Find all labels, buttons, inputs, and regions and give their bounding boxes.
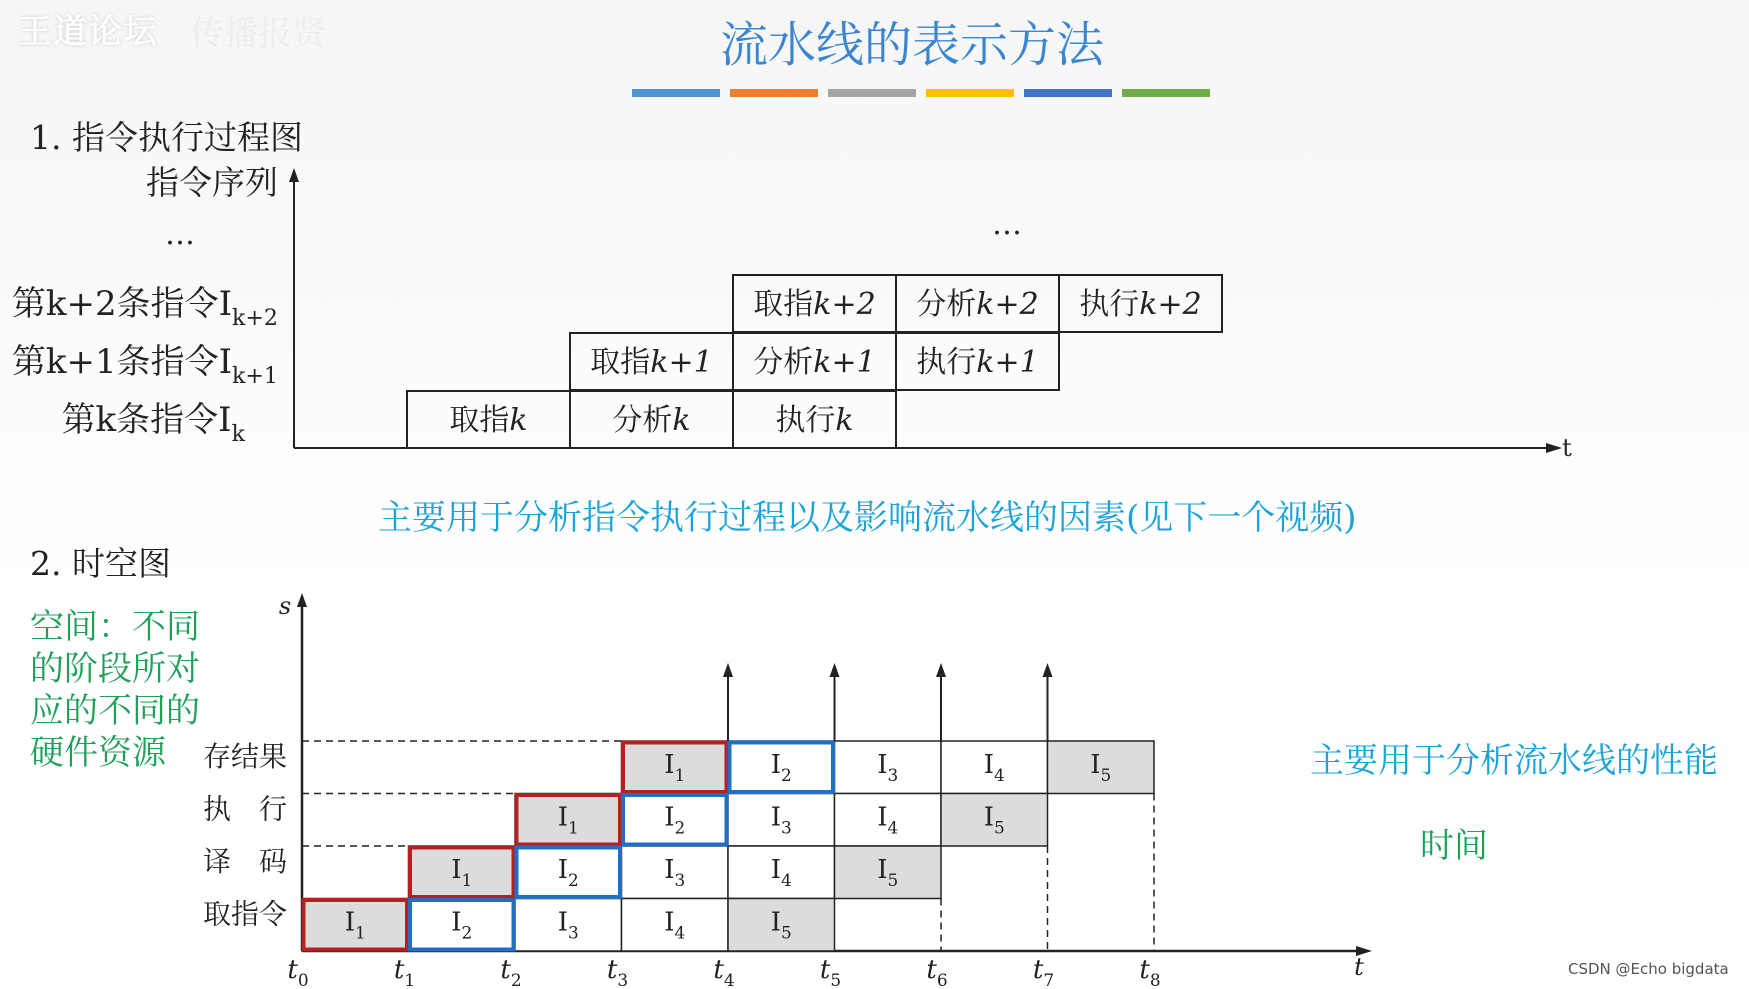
section1-ellipsis-top: … [992,207,1022,242]
stage-label: 取指令 [202,897,288,931]
section1-y-axis-label: 指令序列 [146,163,278,202]
stage-label: 执 行 [202,792,288,826]
color-bar-segment [1122,89,1210,97]
color-bar-segment [632,89,720,97]
section1-ellipsis-left: … [165,217,195,252]
timespace-cell-label: $I_1$ [664,750,686,785]
page-title: 流水线的表示方法 [719,17,1104,73]
section2-y-axis-label: s [278,592,292,620]
section2-heading: 2. 时空图 [30,544,171,583]
time-tick-label: $t_7$ [1032,955,1055,989]
stage-cell-label: 分析k+2 [916,287,1039,322]
time-tick-label: $t_2$ [500,955,522,989]
timespace-cell-label: $I_3$ [557,907,579,943]
timespace-cell-label: $I_4$ [877,802,899,838]
section2-y-axis-arrow [297,593,307,607]
stage-cell-label: 执行k+2 [1079,287,1202,322]
time-tick-label: $t_4$ [713,955,735,989]
section1-heading: 1. 指令执行过程图 [30,118,303,157]
timespace-cell-label: $I_2$ [451,907,473,943]
stage-cell-label: 取指k+1 [590,345,713,380]
space-note-line: 空间：不同 [30,607,200,647]
time-tick-label: $t_5$ [819,955,842,989]
timespace-cell-label: $I_5$ [983,802,1005,838]
timespace-cell-label: $I_2$ [557,855,579,890]
timespace-cell-label: $I_4$ [770,855,792,890]
timespace-cell-label: $I_1$ [451,855,473,890]
space-note-line: 应的不同的 [30,691,200,731]
timespace-cell-label: $I_5$ [770,907,792,943]
completion-arrow-head [723,663,733,677]
watermark-faint-text: 传播报贤 [190,14,326,54]
watermark-logo: 王道论坛 [18,12,158,52]
space-note-line: 硬件资源 [30,733,166,773]
completion-arrow-head [936,663,946,677]
color-bar-segment [730,89,818,97]
time-axis-label: 时间 [1420,826,1488,866]
space-note-line: 的阶段所对 [30,649,200,689]
timespace-cell-label: $I_3$ [877,750,899,785]
color-bar-segment [926,89,1014,97]
stage-cell-label: 执行k [775,403,854,438]
color-bar-segment [828,89,916,97]
timespace-cell-label: $I_5$ [877,855,899,890]
time-tick-label: $t_3$ [606,955,629,989]
stage-cell-label: 执行k+1 [916,345,1039,380]
section1-y-axis-arrow [289,168,299,182]
color-bar-segment [1024,89,1112,97]
timespace-cell-label: $I_2$ [770,750,792,785]
timespace-cell-label: $I_1$ [557,802,579,838]
section2-x-axis-label: t [1354,953,1364,981]
timespace-cell-label: $I_5$ [1090,750,1112,785]
instruction-row-label: 第k条指令$I_k$ [61,400,245,448]
timespace-cell-label: $I_3$ [664,855,686,890]
time-tick-label: $t_1$ [393,955,416,989]
time-tick-label: $t_8$ [1139,955,1161,989]
section2-note: 主要用于分析流水线的性能 [1310,741,1718,781]
completion-arrow-head [830,663,840,677]
timespace-cell-label: $I_4$ [983,750,1005,785]
stage-cell-label: 取指k+2 [753,287,876,322]
timespace-cell-label: $I_1$ [344,907,366,943]
time-tick-label: $t_6$ [926,955,948,989]
timespace-cell-label: $I_4$ [664,907,686,943]
stage-cell-label: 分析k [612,403,691,438]
instruction-row-label: 第k+1条指令$I_{k+1}$ [11,342,278,390]
section1-x-axis-label: t [1562,434,1572,462]
stage-cell-label: 分析k+1 [753,345,876,380]
stage-label: 译 码 [202,845,288,878]
timespace-cell-label: $I_3$ [770,802,792,838]
completion-arrow-head [1043,663,1053,677]
instruction-row-label: 第k+2条指令$I_{k+2}$ [11,284,278,332]
stage-cell-label: 取指k [449,403,528,438]
time-tick-label: $t_0$ [287,955,309,989]
section1-note: 主要用于分析指令执行过程以及影响流水线的因素(见下一个视频) [378,498,1357,538]
timespace-cell-label: $I_2$ [664,802,686,838]
section1-x-axis-arrow [1546,443,1562,453]
credit-text: CSDN @Echo bigdata [1568,960,1729,978]
stage-label: 存结果 [202,740,288,773]
